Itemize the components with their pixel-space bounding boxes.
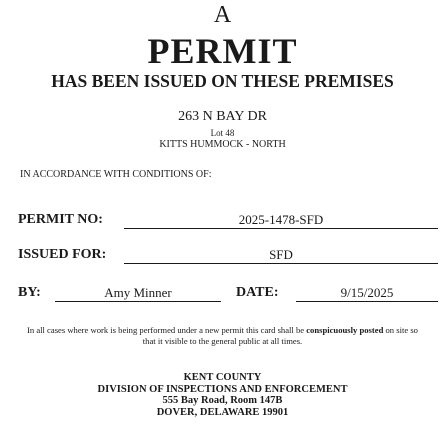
address-lot: Lot 48 (210, 128, 235, 138)
agency-division: DIVISION OF INSPECTIONS AND ENFORCEMENT (97, 383, 348, 395)
agency-block (0, 372, 445, 418)
notice-emphasis: conspicuously posted (306, 325, 384, 335)
article-a: A (213, 2, 232, 28)
by-label: BY: (18, 285, 41, 300)
permit-no-value: 2025-1478-SFD (124, 212, 438, 229)
address-subdivision: KITTS HUMMOCK - NORTH (159, 139, 286, 150)
by-value: Amy Minner (55, 285, 221, 302)
date-label: DATE: (236, 285, 279, 300)
issued-for-value: SFD (124, 247, 438, 264)
permit-no-label: PERMIT NO: (18, 212, 103, 227)
permit-title: PERMIT (147, 31, 298, 71)
issued-for-label: ISSUED FOR: (18, 247, 107, 262)
date-value: 9/15/2025 (296, 285, 438, 302)
conditions-text: IN ACCORDANCE WITH CONDITIONS OF: (20, 169, 212, 180)
address-street: 263 N BAY DR (178, 109, 267, 124)
agency-street: 555 Bay Road, Room 147B (162, 395, 283, 406)
notice-part-1: In all cases where work is being performed under a new permit this card shall be (27, 325, 307, 335)
notice-part-2: on site so that it visible to the general public at all times. (142, 325, 418, 346)
agency-county: KENT COUNTY (183, 372, 262, 383)
posting-notice (26, 325, 419, 347)
agency-city: DOVER, DELAWARE 19901 (156, 406, 289, 418)
issued-heading: HAS BEEN ISSUED ON THESE PREMISES (51, 71, 394, 91)
